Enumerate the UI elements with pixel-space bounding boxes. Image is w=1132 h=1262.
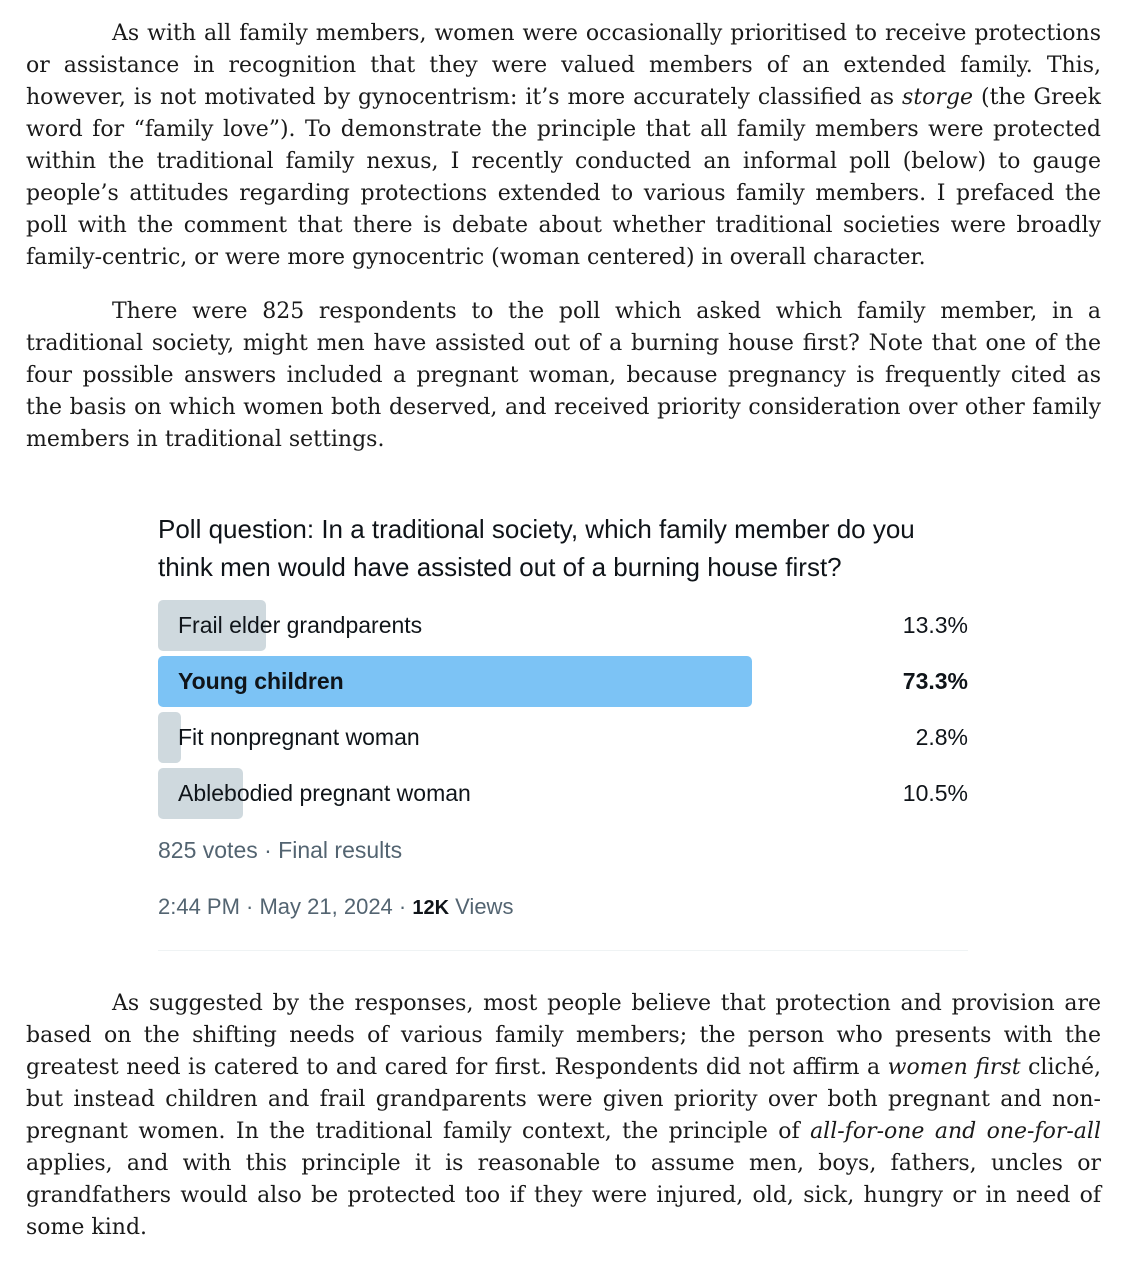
views-count: 12K — [412, 897, 450, 919]
poll-card — [158, 510, 968, 951]
views-label: Views — [449, 894, 514, 919]
body-paragraph-1 — [26, 18, 1101, 274]
body-paragraph-2: There were 825 respondents to the poll which asked which family member, in a traditional society, might men have assisted out of a burning house first? Note that one of the four possible answers included a pregnant woman, because pregnancy is frequently cited as the basis on which women both deserved, and received priority consideration over other family members in traditional settings. — [26, 299, 1101, 452]
poll-option-young-children[interactable] — [158, 656, 968, 707]
paragraph-3-text-a: As suggested by the responses, most people believe that protection and provision are based on the shifting needs of various family members; the person who presents with the greatest need is catered to and cared for first. Respondents did not affirm a — [26, 991, 1101, 1080]
poll-option-fit-nonpregnant-woman[interactable] — [158, 712, 968, 763]
paragraph-1-italic: storge — [902, 85, 974, 110]
paragraph-1-text-a: As with all family members, women were occasionally prioritised to receive protections or assistance in recognition that they were valued members of an extended family. This, however, is not motivated by gynocentrism: it’s more accurately classified as — [26, 21, 1101, 110]
paragraph-3-text-b: cliché, but instead children and frail grandparents were given priority over both pregnant and non-pregnant women. In the traditional family context, the principle of — [26, 1055, 1101, 1144]
poll-option-label: Frail elder grandparents — [178, 612, 423, 638]
paragraph-3-text-c: applies, and with this principle it is reasonable to assume men, boys, fathers, uncles or grandfathers would also be protected too if they were injured, old, sick, hungry or in need of some kind. — [26, 1151, 1101, 1240]
poll-option-ablebodied-pregnant-woman[interactable] — [158, 768, 968, 819]
poll-option-percent: 2.8% — [915, 724, 968, 750]
body-paragraph-3 — [26, 988, 1101, 1244]
poll-option-label: Fit nonpregnant woman — [178, 724, 420, 750]
paragraph-3-italic-1: women first — [887, 1055, 1021, 1080]
poll-vote-summary: 825 votes · Final results — [158, 837, 403, 863]
poll-timestamp-row — [158, 894, 968, 920]
paragraph-3-italic-2: all-for-one and one-for-all — [810, 1119, 1101, 1144]
poll-option-percent: 73.3% — [902, 668, 968, 694]
poll-question: Poll question: In a traditional society, which family member do you think men would have assisted out of a burning house first? — [158, 514, 915, 582]
poll-timestamp[interactable]: 2:44 PM · May 21, 2024 · — [158, 894, 413, 919]
poll-option-label: Ablebodied pregnant woman — [178, 780, 471, 806]
divider — [158, 950, 968, 951]
poll-option-frail-elder-grandparents[interactable] — [158, 600, 968, 651]
poll-options — [158, 600, 968, 819]
poll-option-percent: 13.3% — [902, 612, 968, 638]
poll-option-label: Young children — [178, 668, 344, 694]
poll-option-percent: 10.5% — [902, 780, 968, 806]
paragraph-1-text-b: (the Greek word for “family love”). To demonstrate the principle that all family members were protected within the traditional family nexus, I recently conducted an informal poll (below) to gauge people’s attitudes regarding protections extended to various family members. I prefaced the poll with the comment that there is debate about whether traditional societies were broadly family-centric, or were more gynocentric (woman centered) in overall character. — [26, 85, 1101, 270]
